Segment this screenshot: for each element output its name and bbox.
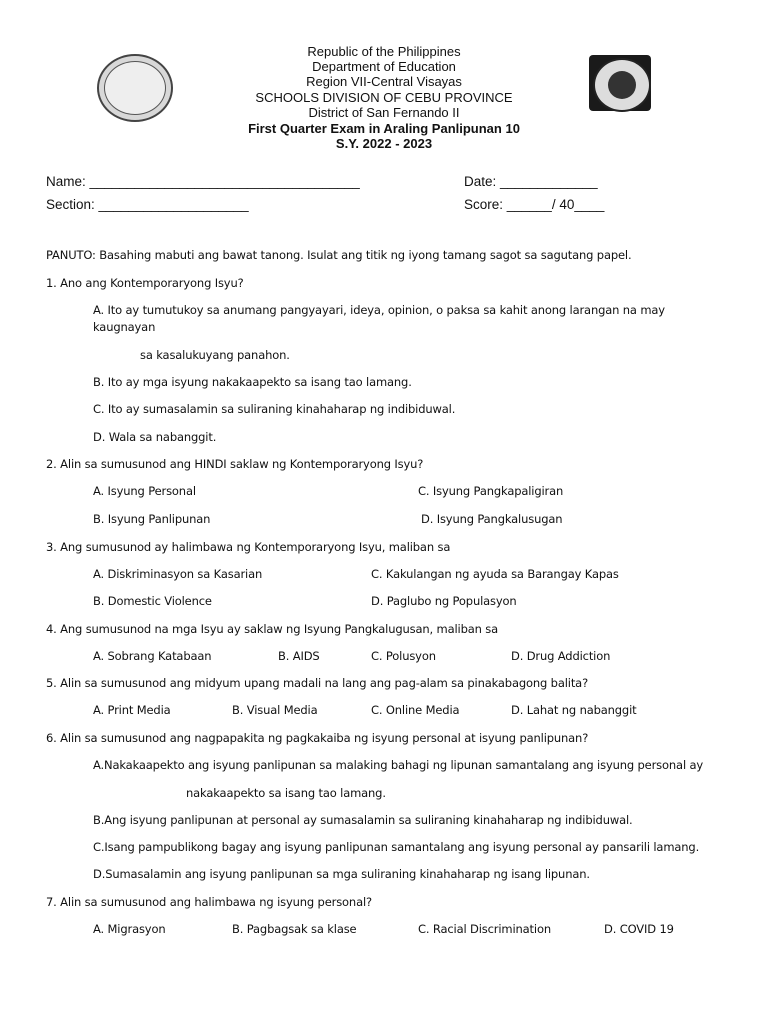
choice-c: C. Polusyon bbox=[371, 649, 436, 663]
choice-c: C. Isyung Pangkapaligiran bbox=[418, 484, 564, 498]
choice-b: B. Visual Media bbox=[232, 703, 318, 717]
question-text: 2. Alin sa sumusunod ang HINDI saklaw ng Kontemporaryong Isyu? bbox=[46, 457, 424, 471]
choice-c: C. Online Media bbox=[371, 703, 460, 717]
choice-d: D. Drug Addiction bbox=[511, 649, 611, 663]
choice-d: D. COVID 19 bbox=[604, 922, 674, 936]
question-text: 4. Ang sumusunod na mga Isyu ay saklaw ng Isyung Pangkalugusan, maliban sa bbox=[46, 622, 499, 636]
choice-b: B.Ang isyung panlipunan at personal ay sumasalamin sa suliraning kinahaharap ng indibiduwal. bbox=[93, 813, 633, 827]
score-field: Score: ______/ 40____ bbox=[464, 197, 605, 212]
choice-c: C. Ito ay sumasalamin sa suliraning kinahaharap ng indibiduwal. bbox=[93, 402, 456, 416]
choice-a-continued: nakakaapekto sa isang tao lamang. bbox=[186, 786, 386, 800]
choice-a: A. Diskriminasyon sa Kasarian bbox=[93, 567, 263, 581]
choice-a: A. Print Media bbox=[93, 703, 171, 717]
header-department: Department of Education bbox=[312, 59, 456, 74]
date-field: Date: _____________ bbox=[464, 174, 598, 189]
header-district: District of San Fernando II bbox=[308, 105, 460, 120]
choice-d: D. Isyung Pangkalusugan bbox=[421, 512, 563, 526]
choice-c: C.Isang pampublikong bagay ang isyung panlipunan samantalang ang isyung personal ay pansarili lamang. bbox=[93, 840, 700, 854]
choice-b: B. Ito ay mga isyung nakakaapekto sa isang tao lamang. bbox=[93, 375, 412, 389]
instructions: PANUTO: Basahing mabuti ang bawat tanong. Isulat ang titik ng iyong tamang sagot sa sagutang papel. bbox=[46, 248, 632, 262]
choice-a-continued: sa kasalukuyang panahon. bbox=[140, 348, 290, 362]
choice-b: B. Domestic Violence bbox=[93, 594, 212, 608]
choice-a: A. Migrasyon bbox=[93, 922, 166, 936]
name-field: Name: ____________________________________ bbox=[46, 174, 360, 189]
question-text: 6. Alin sa sumusunod ang nagpapakita ng pagkakaiba ng isyung personal at isyung panlipunan? bbox=[46, 731, 589, 745]
school-year: S.Y. 2022 - 2023 bbox=[335, 136, 433, 151]
choice-b: B. AIDS bbox=[278, 649, 320, 663]
header-republic: Republic of the Philippines bbox=[307, 44, 461, 59]
choice-c: C. Racial Discrimination bbox=[418, 922, 551, 936]
choice-a: A. Ito ay tumutukoy sa anumang pangyayari, ideya, opinion, o paksa sa kahit anong larangan na may bbox=[93, 303, 665, 317]
choice-a: A. Sobrang Katabaan bbox=[93, 649, 212, 663]
choice-d: D. Wala sa nabanggit. bbox=[93, 430, 217, 444]
choice-b: B. Isyung Panlipunan bbox=[93, 512, 211, 526]
choice-b: B. Pagbagsak sa klase bbox=[232, 922, 357, 936]
choice-d: D.Sumasalamin ang isyung panlipunan sa mga suliraning kinahaharap ng isang lipunan. bbox=[93, 867, 590, 881]
choice-c: C. Kakulangan ng ayuda sa Barangay Kapas bbox=[371, 567, 619, 581]
question-text: 7. Alin sa sumusunod ang halimbawa ng isyung personal? bbox=[46, 895, 372, 909]
question-text: 1. Ano ang Kontemporaryong Isyu? bbox=[46, 276, 244, 290]
choice-d: D. Paglubo ng Populasyon bbox=[371, 594, 517, 608]
choice-a: A.Nakakaapekto ang isyung panlipunan sa malaking bahagi ng lipunan samantalang ang isyung personal ay bbox=[93, 758, 704, 772]
question-text: 5. Alin sa sumusunod ang midyum upang madali na lang ang pag-alam sa pinakabagong balita? bbox=[46, 676, 589, 690]
header-region: Region VII-Central Visayas bbox=[306, 74, 462, 89]
choice-d: D. Lahat ng nabanggit bbox=[511, 703, 637, 717]
header-division: SCHOOLS DIVISION OF CEBU PROVINCE bbox=[255, 90, 513, 105]
question-text: 3. Ang sumusunod ay halimbawa ng Kontemporaryong Isyu, maliban sa bbox=[46, 540, 451, 554]
choice-a: A. Isyung Personal bbox=[93, 484, 196, 498]
exam-title: First Quarter Exam in Araling Panlipunan 10 bbox=[248, 121, 520, 136]
choice-a-continued: kaugnayan bbox=[93, 320, 156, 334]
section-field: Section: ____________________ bbox=[46, 197, 249, 212]
